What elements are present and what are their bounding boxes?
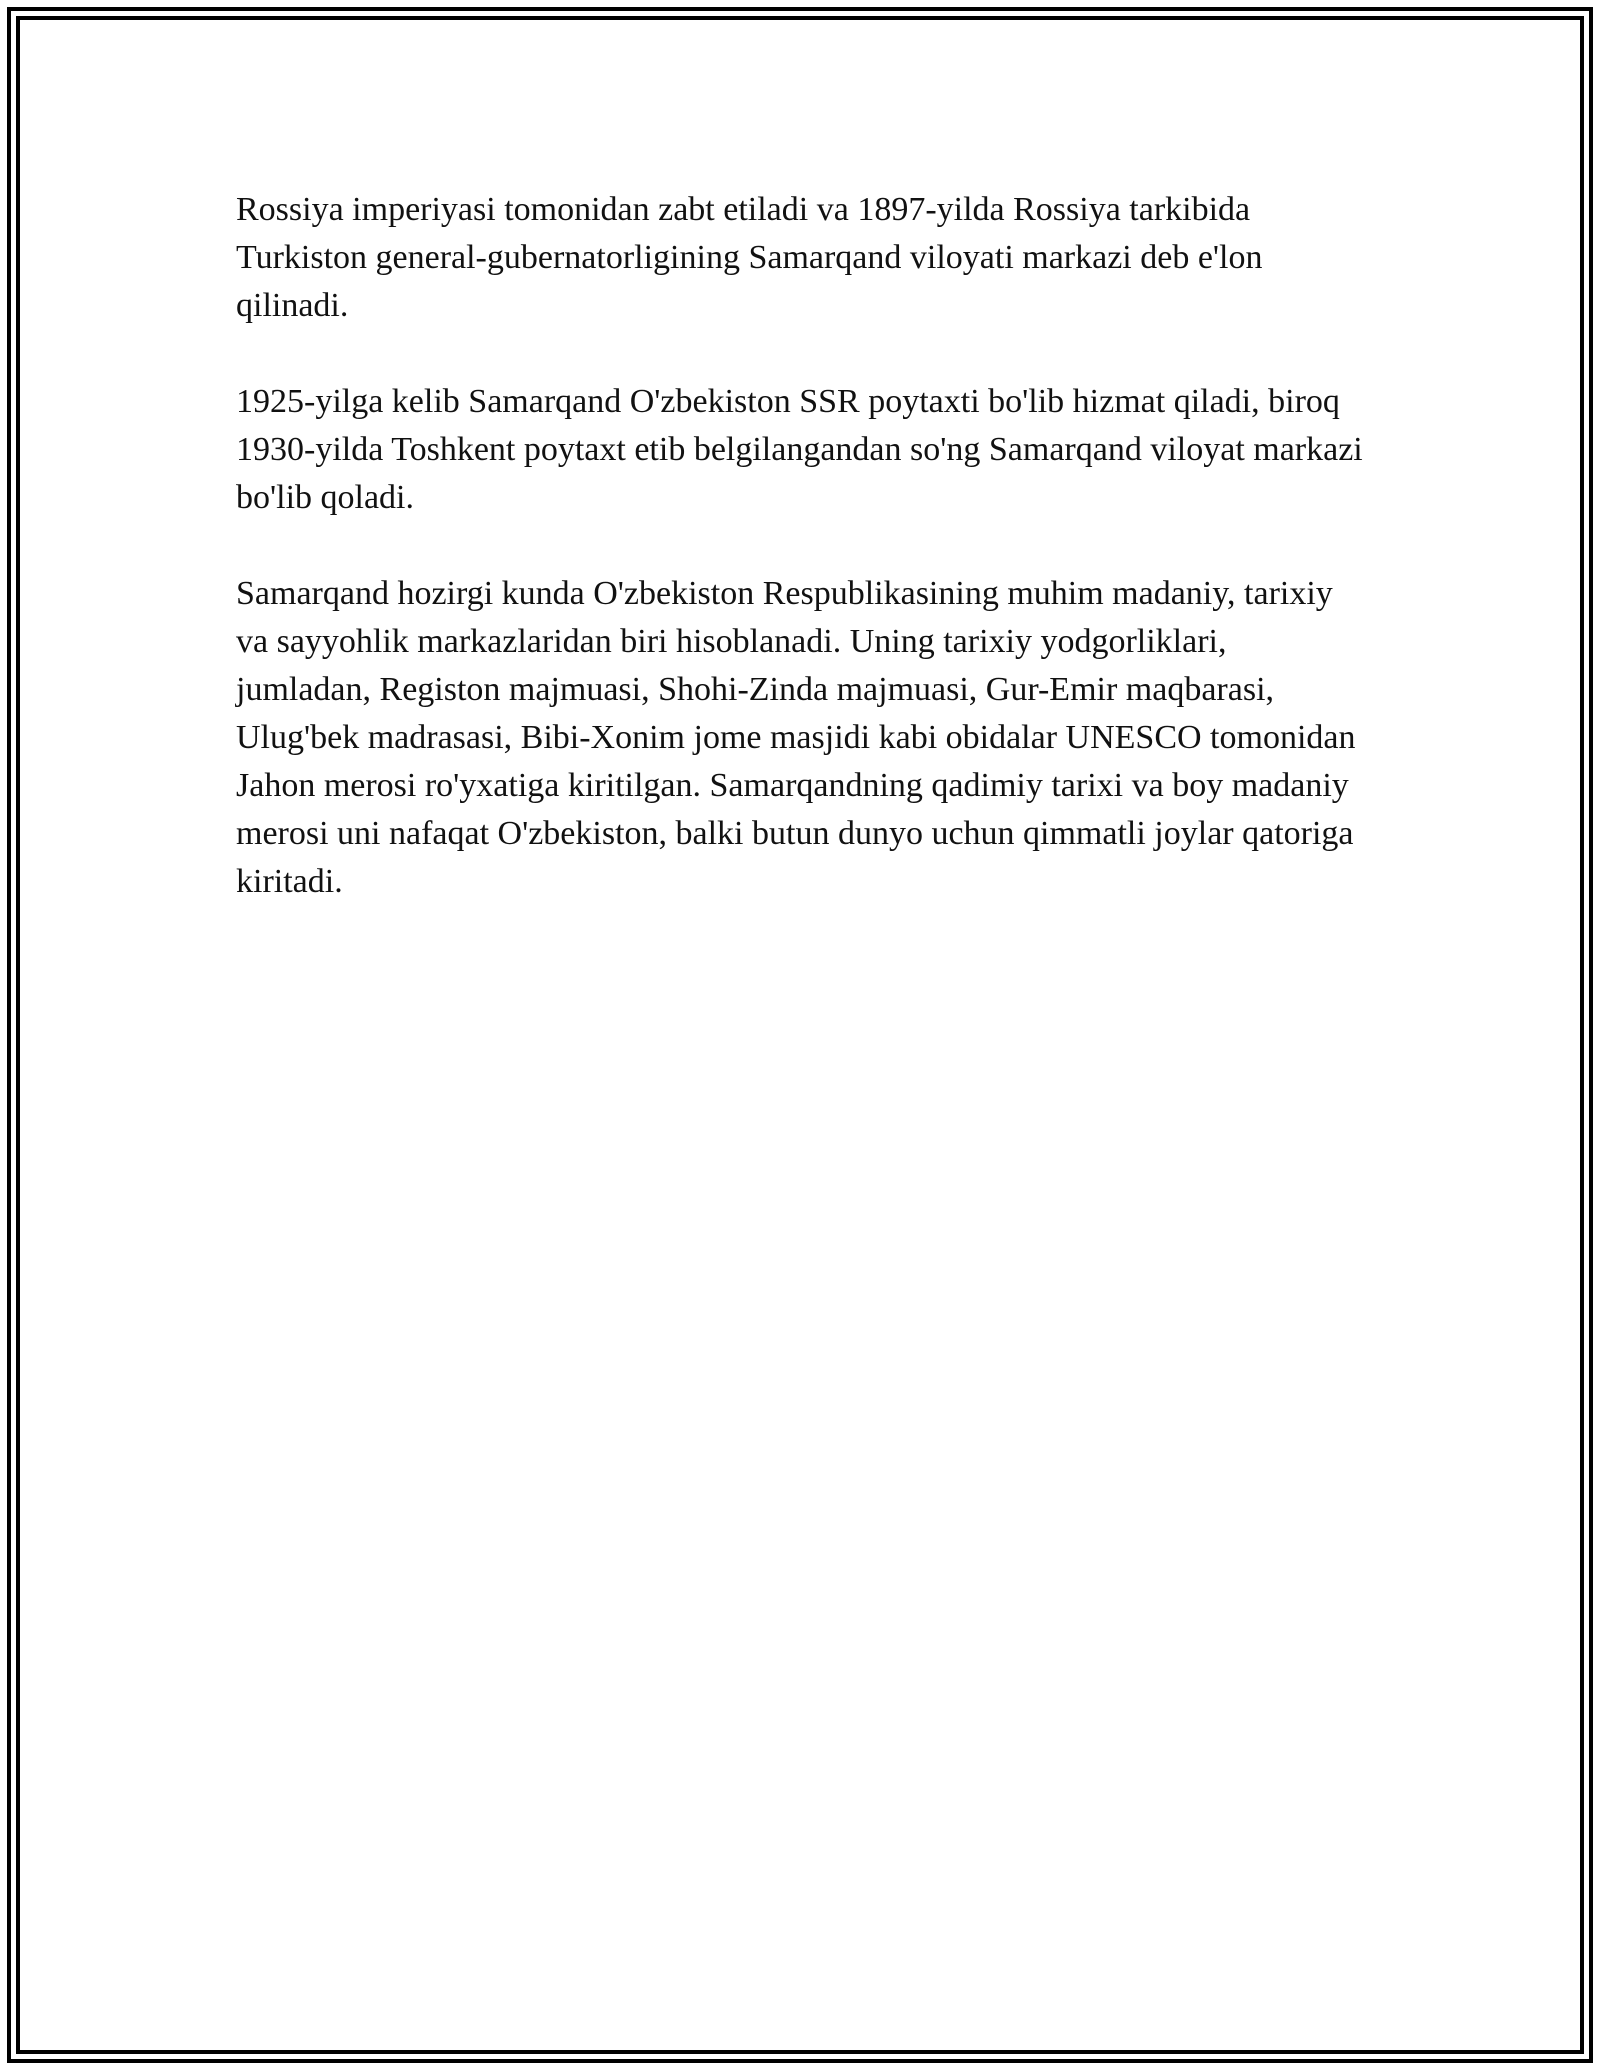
paragraph-2: 1925-yilga kelib Samarqand O'zbekiston SSR poytaxti bo'lib hizmat qiladi, biroq 1930-yilda Toshkent poytaxt etib belgilangandan so'ng Samarqand viloyat markazi bo'lib qoladi. — [236, 383, 1363, 516]
paragraph-3: Samarqand hozirgi kunda O'zbekiston Respublikasining muhim madaniy, tarixiy va sayyohlik markazlaridan biri hisoblanadi. Uning tarixiy yodgorliklari, jumladan, Registon majmuasi, Shohi-Zinda majmuasi, Gur-Emir maqbarasi, Ulug'bek madrasasi, Bibi-Xonim jome masjidi kabi obidalar UNESCO tomonidan Jahon merosi ro'yxatiga kiritilgan. Samarqandning qadimiy tarixi va boy madaniy merosi uni nafaqat O'zbekiston, balki butun dunyo uchun qimmatli joylar qatoriga kiritadi. — [236, 575, 1356, 900]
paragraph-1: Rossiya imperiyasi tomonidan zabt etiladi va 1897-yilda Rossiya tarkibida Turkiston general-gubernatorligining Samarqand viloyati markazi deb e'lon qilinadi. — [236, 191, 1263, 324]
document-body — [236, 186, 1366, 954]
